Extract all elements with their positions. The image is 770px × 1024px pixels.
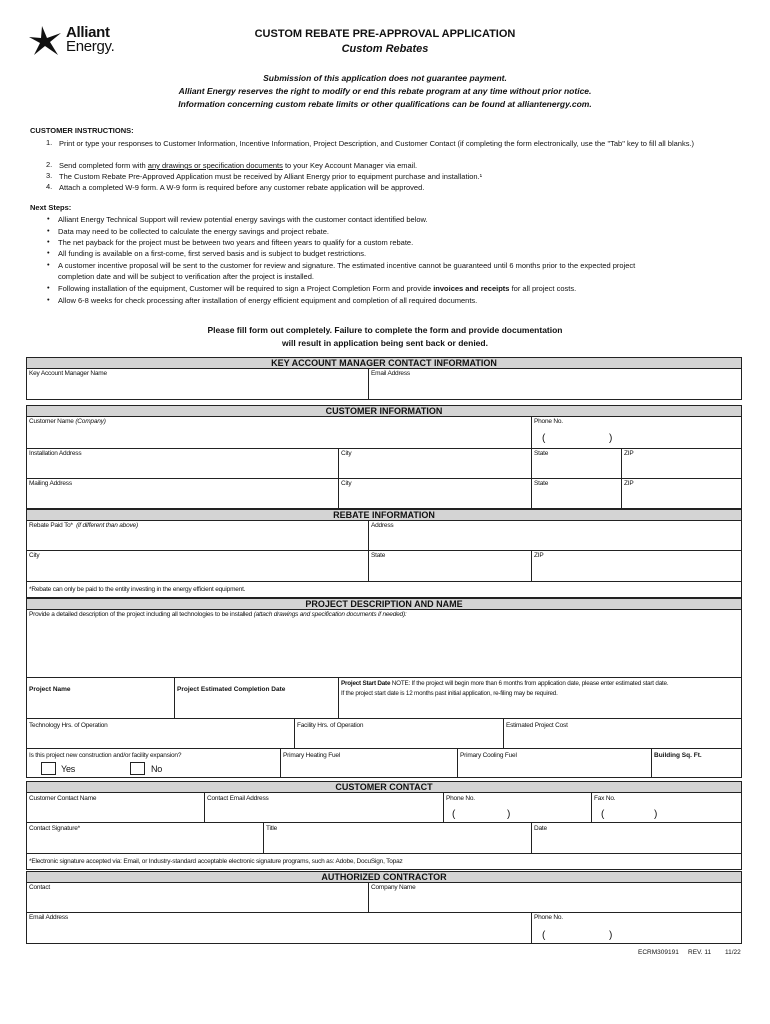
instruction-number: 1.: [46, 138, 53, 147]
drawings-link: any drawings or specification documents: [147, 161, 283, 170]
mailing-state-field[interactable]: State: [534, 480, 549, 487]
contact-fax-field[interactable]: Fax No.: [594, 795, 616, 802]
contact-email-field[interactable]: Contact Email Address: [207, 795, 269, 802]
notice-line-1: Submission of this application does not guarantee payment.: [263, 73, 507, 83]
new-construction-question: Is this project new construction and/or facility expansion?: [29, 752, 182, 759]
section-header-customer: CUSTOMER INFORMATION: [26, 405, 742, 417]
installation-address-field[interactable]: Installation Address: [29, 450, 82, 457]
contact-signature-field[interactable]: Contact Signature*: [29, 825, 80, 832]
yes-checkbox[interactable]: [41, 762, 56, 775]
instruction-text: Send completed form with any drawings or specification documents to your Key Account Manager via email.: [59, 161, 418, 170]
estimated-cost-field[interactable]: Estimated Project Cost: [506, 722, 568, 729]
instruction-number: 3.: [46, 171, 53, 180]
logo-text-alliant: Alliant: [66, 24, 110, 41]
installation-zip-field[interactable]: ZIP: [624, 450, 634, 457]
instruction-text: Print or type your responses to Customer Information, Incentive Information, Project Description, and Customer Contact (if completing the form electronically, use the "Tab" key to fill all blanks.): [59, 139, 695, 148]
contractor-phone-field[interactable]: Phone No.: [534, 914, 563, 921]
phone-paren-open: (: [452, 809, 456, 820]
contractor-fields: [26, 882, 742, 944]
project-description-field[interactable]: Provide a detailed description of the project including all technologies to be installed (attach drawings and specification documents if needed):: [29, 611, 407, 618]
kam-email-field[interactable]: Email Address: [371, 370, 410, 377]
section-header-contact: CUSTOMER CONTACT: [26, 781, 742, 793]
yes-label: Yes: [61, 764, 76, 774]
fax-paren-open: (: [601, 809, 605, 820]
warning-line-1: Please fill form out completely. Failure to complete the form and provide documentation: [207, 325, 563, 335]
phone-paren-open: (: [542, 433, 546, 444]
instruction-number: 2.: [46, 160, 53, 169]
contractor-email-field[interactable]: Email Address: [29, 914, 68, 921]
contact-date-field[interactable]: Date: [534, 825, 547, 832]
rebate-note: *Rebate can only be paid to the entity investing in the energy efficient equipment.: [29, 586, 246, 593]
installation-city-field[interactable]: City: [341, 450, 352, 457]
esignature-note: *Electronic signature accepted via: Email, or Industry-standard acceptable electronic signature programs, such as: Adobe, DocuSign, Topaz: [29, 858, 403, 865]
heating-fuel-field[interactable]: Primary Heating Fuel: [283, 752, 341, 759]
mailing-address-field[interactable]: Mailing Address: [29, 480, 72, 487]
instruction-text: Attach a completed W-9 form. A W-9 form is required before any customer rebate application will be approved.: [59, 183, 425, 192]
contact-phone-field[interactable]: Phone No.: [446, 795, 475, 802]
project-start-field[interactable]: Project Start Date NOTE: If the project will begin more than 6 months from application date, please enter estimated start date.: [341, 680, 669, 687]
installation-state-field[interactable]: State: [534, 450, 549, 457]
rebate-paid-to-field[interactable]: Rebate Paid To* (if different than above): [29, 522, 138, 529]
form-date: 11/22: [725, 949, 741, 956]
section-header-kam: KEY ACCOUNT MANAGER CONTACT INFORMATION: [26, 357, 742, 369]
section-header-rebate: REBATE INFORMATION: [26, 509, 742, 521]
logo-text-energy: Energy.: [66, 38, 115, 55]
warning-line-2: will result in application being sent back or denied.: [282, 338, 488, 348]
instruction-number: 4.: [46, 182, 53, 191]
phone-paren-close: ): [609, 930, 613, 941]
instructions-header: CUSTOMER INSTRUCTIONS:: [30, 126, 134, 135]
project-name-field[interactable]: Project Name: [29, 686, 71, 693]
section-header-project: PROJECT DESCRIPTION AND NAME: [26, 598, 742, 610]
notice-line-2: Alliant Energy reserves the right to modify or end this rebate program at any time without prior notice.: [178, 86, 592, 96]
customer-fields: [26, 416, 742, 509]
phone-paren-open: (: [542, 930, 546, 941]
form-subtitle: Custom Rebates: [341, 43, 429, 55]
phone-paren-close: ): [507, 809, 511, 820]
mailing-city-field[interactable]: City: [341, 480, 352, 487]
instruction-text: The Custom Rebate Pre-Approved Application must be received by Alliant Energy prior to equipment purchase and installation.¹: [59, 172, 483, 181]
building-sqft-field[interactable]: Building Sq. Ft.: [654, 752, 702, 759]
contact-name-field[interactable]: Customer Contact Name: [29, 795, 97, 802]
tech-hours-field[interactable]: Technology Hrs. of Operation: [29, 722, 108, 729]
contractor-company-field[interactable]: Company Name: [371, 884, 416, 891]
customer-name-field[interactable]: Customer Name (Company): [29, 418, 106, 425]
fax-paren-close: ): [654, 809, 658, 820]
section-header-contractor: AUTHORIZED CONTRACTOR: [26, 871, 742, 883]
contact-title-field[interactable]: Title: [266, 825, 278, 832]
form-id: ECRM309191: [638, 949, 679, 956]
rebate-state-field[interactable]: State: [371, 552, 386, 559]
phone-paren-close: ): [609, 433, 613, 444]
project-start-note: If the project start date is 12 months past initial application, re-filing may be required.: [341, 690, 558, 697]
kam-name-field[interactable]: Key Account Manager Name: [29, 370, 107, 377]
facility-hours-field[interactable]: Facility Hrs. of Operation: [297, 722, 364, 729]
contractor-contact-field[interactable]: Contact: [29, 884, 51, 891]
cooling-fuel-field[interactable]: Primary Cooling Fuel: [460, 752, 517, 759]
next-steps-header: Next Steps:: [30, 203, 72, 212]
rebate-city-field[interactable]: City: [29, 552, 40, 559]
rebate-address-field[interactable]: Address: [371, 522, 394, 529]
form-title: CUSTOM REBATE PRE-APPROVAL APPLICATION: [254, 28, 516, 40]
mailing-zip-field[interactable]: ZIP: [624, 480, 634, 487]
notice-line-3: Information concerning custom rebate limits or other qualifications can be found at alliantenergy.com.: [178, 99, 592, 109]
rebate-zip-field[interactable]: ZIP: [534, 552, 544, 559]
customer-phone-field[interactable]: Phone No.: [534, 418, 563, 425]
no-label: No: [151, 764, 163, 774]
form-revision: REV. 11: [688, 949, 712, 956]
project-completion-field[interactable]: Project Estimated Completion Date: [177, 686, 286, 693]
no-checkbox[interactable]: [130, 762, 145, 775]
